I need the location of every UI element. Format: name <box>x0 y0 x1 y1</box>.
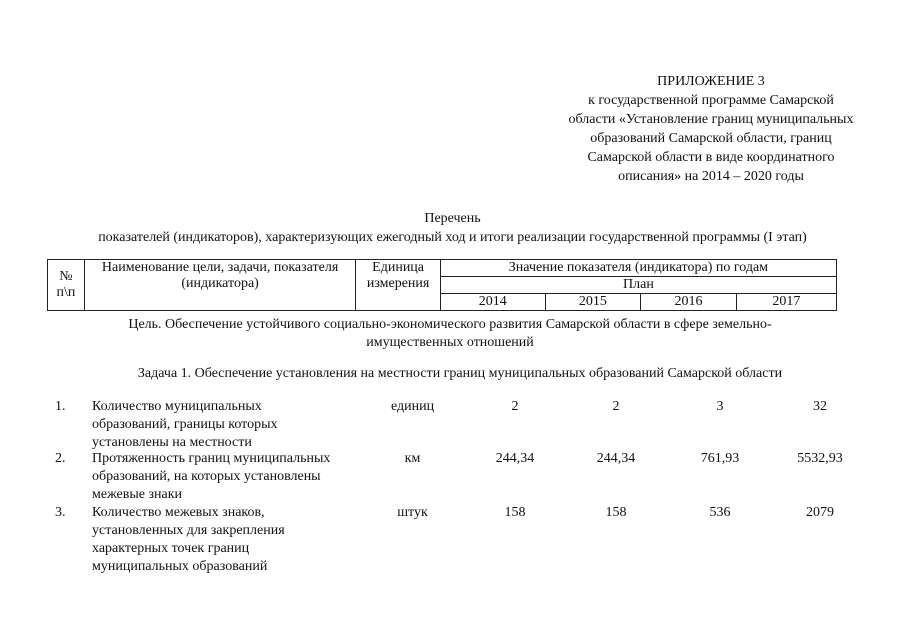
header-year: 2016 <box>641 294 737 311</box>
appendix-line: к государственной программе Самарской <box>588 93 834 108</box>
row-value-2016: 536 <box>709 505 731 520</box>
row-value-2016: 3 <box>716 399 724 414</box>
appendix-line: описания» на 2014 – 2020 годы <box>618 169 804 184</box>
row-name: Количество межевых знаков, установленных для закрепления характерных точек границ муниципальных образований <box>92 505 285 574</box>
row-unit: единиц <box>390 399 435 414</box>
header-name: Наименование цели, задачи, показателя (индикатора) <box>84 260 355 311</box>
header-number: № п\п <box>48 260 85 311</box>
row-number: 3. <box>55 505 66 520</box>
row-value-2017: 5532,93 <box>797 451 843 466</box>
row-value-2014: 244,34 <box>495 451 535 466</box>
task-text: Задача 1. Обеспечение установления на местности границ муниципальных образований Самарской области <box>137 366 783 381</box>
row-number: 2. <box>55 451 66 466</box>
row-value-2014: 2 <box>511 399 519 414</box>
row-value-2017: 32 <box>813 399 827 414</box>
header-plan: План <box>440 277 836 294</box>
appendix-block <box>540 72 882 186</box>
row-unit: км <box>404 451 421 466</box>
header-year: 2014 <box>440 294 545 311</box>
row-value-2015: 244,34 <box>596 451 636 466</box>
row-value-2014: 158 <box>504 505 526 520</box>
header-year: 2015 <box>545 294 641 311</box>
row-number: 1. <box>55 399 66 414</box>
appendix-line: области «Установление границ муниципальных <box>568 112 854 127</box>
appendix-line: Самарской области в виде координатного <box>587 150 835 165</box>
row-name: Протяженность границ муниципальных образований, на которых установлены межевые знаки <box>92 451 331 502</box>
row-value-2017: 2079 <box>806 505 834 520</box>
heading-title: Перечень <box>424 211 481 226</box>
appendix-title: ПРИЛОЖЕНИЕ 3 <box>657 74 765 89</box>
header-values-title: Значение показателя (индикатора) по годам <box>440 260 836 277</box>
row-unit: штук <box>397 505 428 520</box>
document-heading <box>0 209 905 247</box>
row-name: Количество муниципальных образований, границы которых установлены на местности <box>92 399 278 450</box>
indicator-table-header <box>47 259 837 311</box>
header-unit: Единица измерения <box>356 260 441 311</box>
row-value-2015: 2 <box>612 399 620 414</box>
appendix-line: образований Самарской области, границ <box>590 131 832 146</box>
heading-subtitle: показателей (индикаторов), характеризующих ежегодный ход и итоги реализации государственной программы (I этап) <box>98 230 807 245</box>
row-value-2015: 158 <box>605 505 627 520</box>
row-value-2016: 761,93 <box>700 451 740 466</box>
goal-text: Цель. Обеспечение устойчивого социально-экономического развития Самарской области в сфере земельно- имущественных отношений <box>128 317 772 350</box>
header-year: 2017 <box>736 294 836 311</box>
